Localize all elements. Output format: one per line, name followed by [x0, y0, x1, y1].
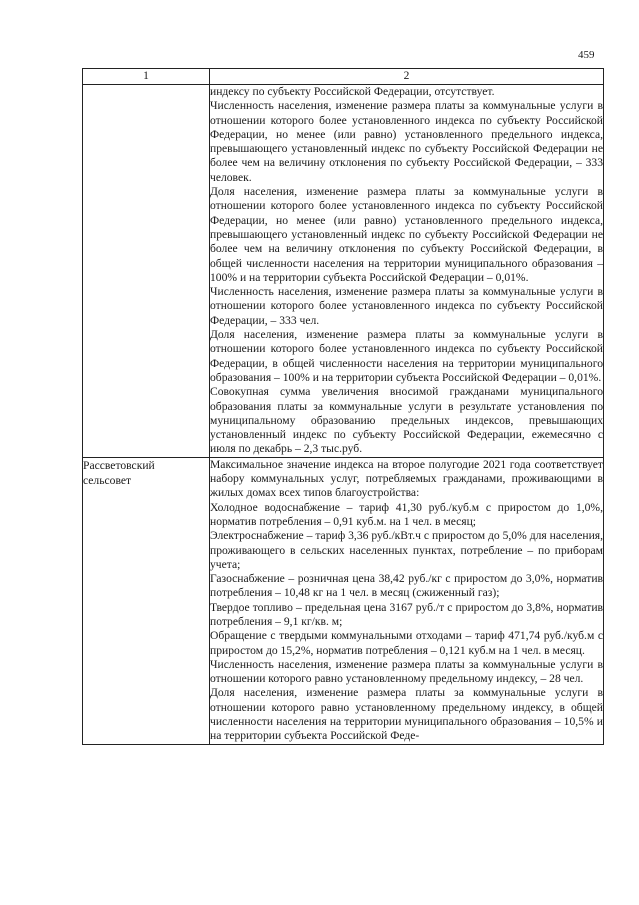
paragraph: Численность населения, изменение размера платы за коммунальные услуги в отношении которого равно установленному предельному индексу, – 28 чел.	[210, 657, 603, 686]
paragraph: Максимальное значение индекса на второе полугодие 2021 года соответствует набору коммунальных услуг, потребляемых гражданами, проживающими в жилых домах всех типов благоустройства:	[210, 457, 603, 500]
table-row	[83, 85, 604, 458]
page-number: 459	[578, 49, 595, 61]
paragraph: индексу по субъекту Российской Федерации, отсутствует.	[210, 85, 495, 98]
paragraph: Доля населения, изменение размера платы за коммунальные услуги в отношении которого более установленного индекса по субъекту Российской Федерации, в общей численности населения на территории муниципального образования – 100% и на территории субъекта Российской Федерации – 0,01%.	[210, 328, 603, 384]
paragraph: Электроснабжение – тариф 3,36 руб./кВт.ч с приростом до 5,0% для населения, проживающего в сельских населенных пунктах, потребление – по приборам учета;	[210, 529, 603, 571]
paragraph: Численность населения, изменение размера платы за коммунальные услуги в отношении которого более установленного индекса по субъекту Российской Федерации, но менее (или равно) установленного предельного индекса, превышающего установленный индекс по субъекту Российской Федерации не более чем на величину отклонения по субъекту Российской Федерации, – 333 человек.	[210, 99, 603, 184]
paragraph: Газоснабжение – розничная цена 38,42 руб./кг с приростом до 3,0%, норматив потребления – 10,48 кг на 1 чел. в месяц (сжиженный газ);	[210, 572, 603, 600]
municipality-type: сельсовет	[83, 473, 132, 487]
description-cell	[210, 85, 604, 458]
paragraph: Холодное водоснабжение – тариф 41,30 руб./куб.м с приростом до 1,0%, норматив потребления – 0,91 куб.м. на 1 чел. в месяц;	[210, 500, 603, 528]
paragraph: Твердое топливо – предельная цена 3167 руб./т с приростом до 3,8%, норматив потребления – 9,1 кг/кв. м;	[210, 600, 603, 628]
municipality-cell	[83, 457, 210, 744]
municipality-name: Рассветовский	[83, 458, 155, 472]
table-header-row	[83, 69, 604, 85]
paragraph: Совокупная сумма увеличения вносимой гражданами муниципального образования платы за коммунальные услуги в результате установления по муниципальному образованию предельных индексов, превышающих установленный индекс по субъекту Российской Федерации, ежемесячно с июля по декабрь – 2,3 тыс.руб.	[210, 385, 603, 456]
description-cell	[210, 457, 604, 744]
paragraph: Доля населения, изменение размера платы за коммунальные услуги в отношении которого равно установленному предельному индексу, в общей численности населения на территории муниципального образования – 10,5% и на территории субъекта Российской Феде-	[210, 686, 603, 743]
paragraph: Численность населения, изменение размера платы за коммунальные услуги в отношении которого более установленного индекса по субъекту Российской Федерации, – 333 чел.	[210, 285, 603, 327]
table-row	[83, 457, 604, 744]
document-table	[82, 68, 604, 745]
municipality-cell	[83, 85, 210, 458]
column-header-2: 2	[210, 69, 604, 85]
column-header-1: 1	[83, 69, 210, 85]
paragraph: Доля населения, изменение размера платы за коммунальные услуги в отношении которого более установленного индекса по субъекту Российской Федерации, но менее (или равно) установленного предельного индекса, превышающего установленный индекс по субъекту Российской Федерации не более чем на величину отклонения по субъекту Российской Федерации, в общей численности населения на территории муниципального образования – 100% и на территории субъекта Российской Федерации – 0,01%.	[210, 185, 603, 284]
paragraph: Обращение с твердыми коммунальными отходами – тариф 471,74 руб./куб.м с приростом до 15,2%, норматив потребления – 0,121 куб.м на 1 чел. в месяц.	[210, 629, 603, 657]
